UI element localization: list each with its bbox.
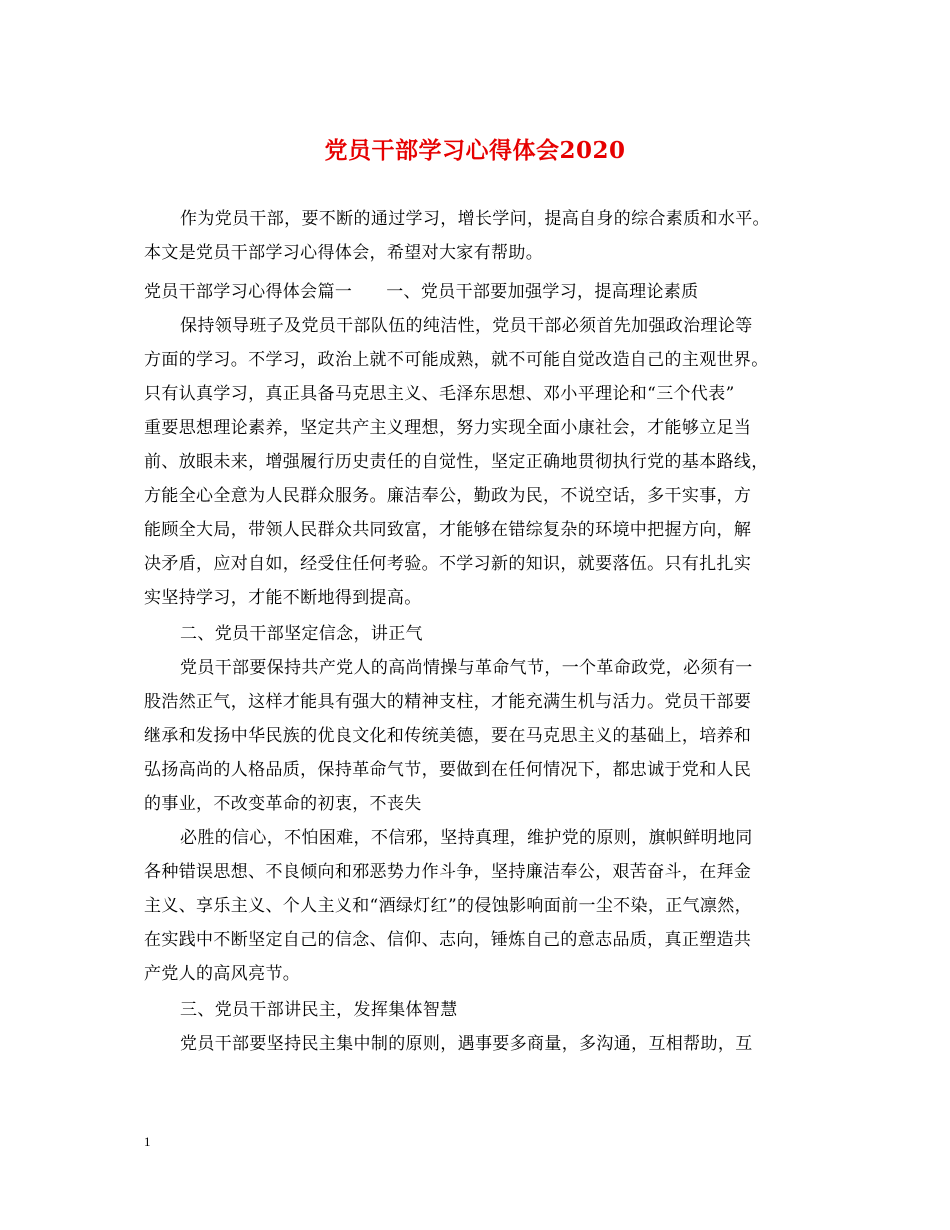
paragraph-line: 决矛盾，应对自如，经受住任何考验。不学习新的知识，就要落伍。只有扎扎实 [144,554,752,574]
paragraph-line: 股浩然正气，这样才能具有强大的精神支柱，才能充满生机与活力。党员干部要 [144,692,752,712]
paragraph-line: 保持领导班子及党员干部队伍的纯洁性，党员干部必须首先加强政治理论等 [180,316,753,336]
paragraph-line: 必胜的信心，不怕困难，不信邪，坚持真理，维护党的原则，旗帜鲜明地同 [180,828,753,848]
paragraph-line: 继承和发扬中华民族的优良文化和传统美德，要在马克思主义的基础上，培养和 [144,726,752,746]
paragraph-line: 产党人的高风亮节。 [144,964,301,984]
page-number: 1 [144,1134,151,1149]
paragraph-line: 作为党员干部，要不断的通过学习，增长学问，提高自身的综合素质和水平。 [180,209,770,229]
paragraph-line: 党员干部要坚持民主集中制的原则，遇事要多商量，多沟通，互相帮助，互 [180,1034,753,1054]
paragraph-line: 本文是党员干部学习心得体会，希望对大家有帮助。 [144,243,544,263]
paragraph-line: 方面的学习。不学习，政治上就不可能成熟，就不可能自觉改造自己的主观世界。 [144,350,769,370]
paragraph-line: 各种错误思想、不良倾向和邪恶势力作斗争，坚持廉洁奉公，艰苦奋斗，在拜金 [144,862,752,882]
paragraph-line: 的事业，不改变革命的初衷，不丧失 [144,794,422,814]
document-title: 党员干部学习心得体会2020 [324,137,626,164]
section-heading-line: 三、党员干部讲民主，发挥集体智慧 [180,1000,458,1020]
paragraph-line: 方能全心全意为人民群众服务。廉洁奉公，勤政为民，不说空话，多干实事，方 [144,486,752,506]
paragraph-line: 弘扬高尚的人格品质，保持革命气节，要做到在任何情况下，都忠诚于党和人民 [144,760,752,780]
section-heading-line: 二、党员干部坚定信念，讲正气 [180,624,423,644]
paragraph-line: 主义、享乐主义、个人主义和“酒绿灯红”的侵蚀影响面前一尘不染，正气凛然， [144,896,752,916]
paragraph-line: 在实践中不断坚定自己的信念、信仰、志向，锤炼自己的意志品质，真正塑造共 [144,930,752,950]
paragraph-line: 前、放眼未来，增强履行历史责任的自觉性，坚定正确地贯彻执行党的基本路线， [144,452,769,472]
paragraph-line: 重要思想理论素养，坚定共产主义理想，努力实现全面小康社会，才能够立足当 [144,418,752,438]
paragraph-line: 能顾全大局，带领人民群众共同致富，才能够在错综复杂的环境中把握方向，解 [144,520,752,540]
paragraph-line: 实坚持学习，才能不断地得到提高。 [144,588,422,608]
paragraph-line: 党员干部要保持共产党人的高尚情操与革命气节，一个革命政党，必须有一 [180,658,753,678]
paragraph-line: 只有认真学习，真正具备马克思主义、毛泽东思想、邓小平理论和“三个代表” [144,384,735,404]
section-heading-line [144,281,699,303]
section-label: 党员干部学习心得体会篇一 [144,282,353,302]
section-heading: 一、党员干部要加强学习，提高理论素质 [386,282,699,302]
